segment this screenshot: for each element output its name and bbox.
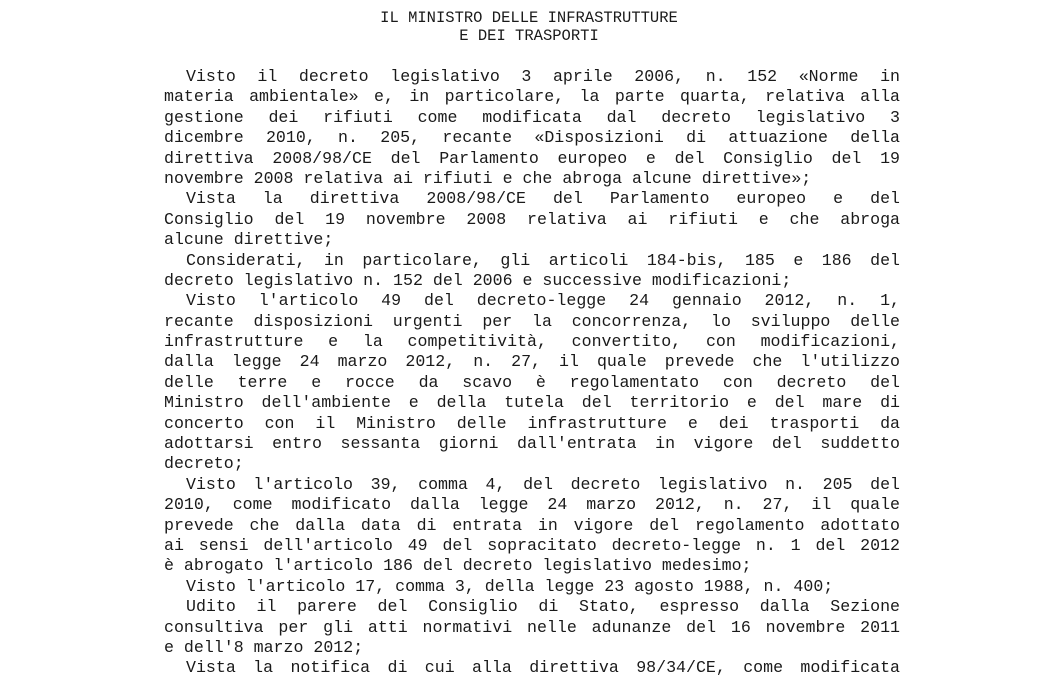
document-title-line-2: E DEI TRASPORTI	[459, 27, 599, 45]
body-line: Visto l'articolo 39, comma 4, del decreto legislativo n. 205 del	[186, 474, 900, 494]
document-title-line-1: IL MINISTRO DELLE INFRASTRUTTURE	[380, 9, 678, 27]
body-line: Consiglio del 19 novembre 2008 relativa ai rifiuti e che abroga	[164, 209, 900, 229]
body-line: Udito il parere del Consiglio di Stato, espresso dalla Sezione	[186, 597, 900, 617]
body-line: recante disposizioni urgenti per la concorrenza, lo sviluppo delle	[164, 311, 900, 331]
body-line: Vista la notifica di cui alla direttiva 98/34/CE, come modificata	[186, 658, 900, 678]
body-line: infrastrutture e la competitività, convertito, con modificazioni,	[164, 332, 900, 352]
body-line: dalla legge 24 marzo 2012, n. 27, il quale prevede che l'utilizzo	[164, 352, 900, 372]
body-line: Visto l'articolo 49 del decreto-legge 24 gennaio 2012, n. 1,	[186, 291, 900, 311]
body-line: Visto l'articolo 17, comma 3, della legge 23 agosto 1988, n. 400;	[186, 576, 834, 596]
body-line: Considerati, in particolare, gli articoli 184-bis, 185 e 186 del	[186, 250, 900, 270]
body-line: delle terre e rocce da scavo è regolamentato con decreto del	[164, 372, 900, 392]
body-line: alcune direttive;	[164, 230, 334, 250]
body-line: Visto il decreto legislativo 3 aprile 2006, n. 152 «Norme in	[186, 67, 900, 86]
document-body	[164, 67, 900, 679]
body-line: è abrogato l'articolo 186 del decreto legislativo medesimo;	[164, 556, 752, 576]
body-line: dicembre 2010, n. 205, recante «Disposizioni di attuazione della	[164, 128, 900, 148]
body-line: materia ambientale» e, in particolare, la parte quarta, relativa alla	[164, 87, 900, 107]
body-line: consultiva per gli atti normativi nelle adunanze del 16 novembre 2011	[164, 617, 900, 637]
body-line: direttiva 2008/98/CE del Parlamento europeo e del Consiglio del 19	[164, 148, 900, 168]
body-line: concerto con il Ministro delle infrastrutture e dei trasporti da	[164, 413, 900, 433]
body-line: decreto legislativo n. 152 del 2006 e successive modificazioni;	[164, 270, 792, 290]
body-line: Vista la direttiva 2008/98/CE del Parlamento europeo e del	[186, 189, 900, 209]
body-line: Ministro dell'ambiente e della tutela del territorio e del mare di	[164, 393, 900, 413]
body-line: adottarsi entro sessanta giorni dall'entrata in vigore del suddetto	[164, 434, 900, 454]
body-line: gestione dei rifiuti come modificata dal decreto legislativo 3	[164, 107, 900, 127]
body-line: e dell'8 marzo 2012;	[164, 637, 364, 657]
body-line: novembre 2008 relativa ai rifiuti e che abroga alcune direttive»;	[164, 168, 812, 188]
body-line: prevede che dalla data di entrata in vigore del regolamento adottato	[164, 515, 900, 535]
body-line: ai sensi dell'articolo 49 del sopracitato decreto-legge n. 1 del 2012	[164, 535, 900, 555]
body-line: decreto;	[164, 454, 244, 474]
body-line: 2010, come modificato dalla legge 24 marzo 2012, n. 27, il quale	[164, 495, 900, 515]
